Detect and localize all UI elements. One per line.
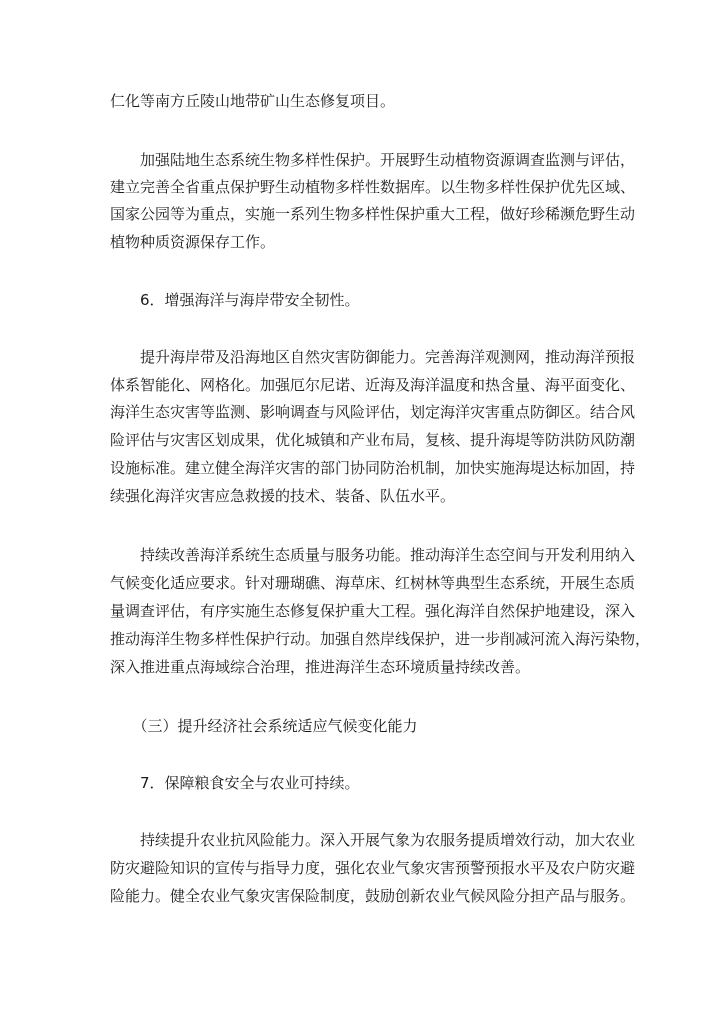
paragraph-line: 设施标准。建立健全海洋灾害的部门协同防治机制，加快实施海堤达标加固，持 xyxy=(110,459,636,477)
paragraph-line: 险能力。健全农业气象灾害保险制度，鼓励创新农业气候风险分担产品与服务。 xyxy=(110,887,636,905)
paragraph-line: 体系智能化、网格化。加强厄尔尼诺、近海及海洋温度和热含量、海平面变化、 xyxy=(110,376,636,394)
paragraph-line: 险评估与灾害区划成果，优化城镇和产业布局，复核、提升海堤等防洪防风防潮 xyxy=(110,431,636,449)
paragraph-line: 续强化海洋灾害应急救援的技术、装备、队伍水平。 xyxy=(110,487,456,505)
paragraph-line: 建立完善全省重点保护野生动植物多样性数据库。以生物多样性保护优先区域、 xyxy=(110,178,636,196)
paragraph-line: 气候变化适应要求。针对珊瑚礁、海草床、红树林等典型生态系统，开展生态质 xyxy=(110,574,636,592)
paragraph-line: 持续改善海洋系统生态质量与服务功能。推动海洋生态空间与开发利用纳入 xyxy=(110,546,636,564)
paragraph-line: 防灾避险知识的宣传与指导力度，强化农业气象灾害预警预报水平及农户防灾避 xyxy=(110,859,636,877)
section-heading: 7．保障粮食安全与农业可持续。 xyxy=(110,774,360,792)
paragraph-line: 持续提升农业抗风险能力。深入开展气象为农服务提质增效行动，加大农业 xyxy=(110,831,636,849)
paragraph-line: 加强陆地生态系统生物多样性保护。开展野生动植物资源调查监测与评估， xyxy=(110,151,636,169)
section-heading: （三）提升经济社会系统适应气候变化能力 xyxy=(110,717,418,735)
paragraph-line: 海洋生态灾害等监测、影响调查与风险评估，划定海洋灾害重点防御区。结合风 xyxy=(110,403,636,421)
paragraph-line: 推动海洋生物多样性保护行动。加强自然岸线保护，进一步削减河流入海污染物， xyxy=(110,630,651,648)
paragraph-line: 仁化等南方丘陵山地带矿山生态修复项目。 xyxy=(110,92,396,110)
section-heading: 6．增强海洋与海岸带安全韧性。 xyxy=(110,291,360,309)
paragraph-line: 国家公园等为重点，实施一系列生物多样性保护重大工程，做好珍稀濒危野生动 xyxy=(110,205,636,223)
paragraph-line: 量调查评估，有序实施生态修复保护重大工程。强化海洋自然保护地建设，深入 xyxy=(110,602,636,620)
paragraph-line: 深入推进重点海域综合治理，推进海洋生态环境质量持续改善。 xyxy=(110,658,531,676)
paragraph-line: 植物种质资源保存工作。 xyxy=(110,233,276,251)
paragraph-line: 提升海岸带及沿海地区自然灾害防御能力。完善海洋观测网，推动海洋预报 xyxy=(110,348,636,366)
